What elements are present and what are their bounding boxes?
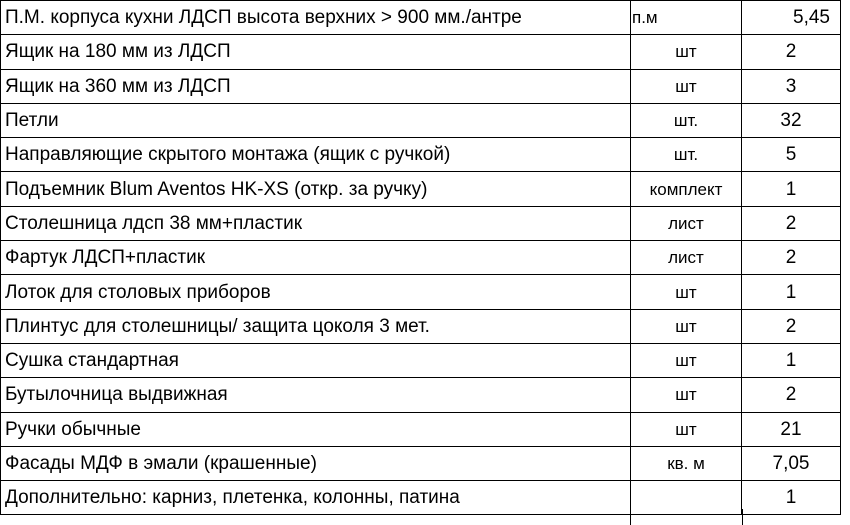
table-row bbox=[1, 241, 841, 275]
cell-quantity[interactable]: 5 bbox=[742, 138, 841, 172]
cell-item-name[interactable]: Ручки обычные bbox=[1, 412, 631, 446]
cell-quantity[interactable]: 2 bbox=[742, 241, 841, 275]
table-row bbox=[1, 446, 841, 480]
cell-item-name[interactable]: Ящик на 360 мм из ЛДСП bbox=[1, 69, 631, 103]
table-row bbox=[1, 309, 841, 343]
cell-quantity[interactable]: 2 bbox=[742, 35, 841, 69]
cell-unit[interactable]: кв. м bbox=[631, 446, 742, 480]
cell-quantity[interactable]: 1 bbox=[742, 172, 841, 206]
cell-quantity[interactable]: 2 bbox=[742, 309, 841, 343]
cell-unit[interactable]: шт bbox=[631, 275, 742, 309]
table-row bbox=[1, 1, 841, 35]
cell-unit[interactable]: комплект bbox=[631, 172, 742, 206]
cell-quantity[interactable]: 1 bbox=[742, 481, 841, 515]
cell-quantity[interactable]: 32 bbox=[742, 103, 841, 137]
cell-unit[interactable]: шт bbox=[631, 343, 742, 377]
cell-unit[interactable]: шт bbox=[631, 309, 742, 343]
grid-continuation bbox=[630, 509, 743, 525]
cell-unit[interactable]: шт bbox=[631, 412, 742, 446]
cell-item-name[interactable]: Петли bbox=[1, 103, 631, 137]
table-row bbox=[1, 378, 841, 412]
cell-unit[interactable]: шт. bbox=[631, 103, 742, 137]
cell-item-name[interactable]: Фасады МДФ в эмали (крашенные) bbox=[1, 446, 631, 480]
cell-unit[interactable]: шт. bbox=[631, 138, 742, 172]
cell-unit[interactable]: шт bbox=[631, 378, 742, 412]
cell-unit[interactable]: лист bbox=[631, 206, 742, 240]
cell-unit[interactable]: лист bbox=[631, 241, 742, 275]
cell-unit[interactable]: шт bbox=[631, 35, 742, 69]
cell-item-name[interactable]: Фартук ЛДСП+пластик bbox=[1, 241, 631, 275]
cell-quantity[interactable]: 1 bbox=[742, 343, 841, 377]
cell-quantity[interactable]: 1 bbox=[742, 275, 841, 309]
cell-quantity[interactable]: 3 bbox=[742, 69, 841, 103]
cell-quantity[interactable]: 2 bbox=[742, 378, 841, 412]
table-row bbox=[1, 138, 841, 172]
table-row bbox=[1, 35, 841, 69]
table-row bbox=[1, 172, 841, 206]
cell-item-name[interactable]: Направляющие скрытого монтажа (ящик с ручкой) bbox=[1, 138, 631, 172]
cell-item-name[interactable]: П.М. корпуса кухни ЛДСП высота верхних > 900 мм./антре bbox=[1, 1, 631, 35]
cell-quantity[interactable]: 2 bbox=[742, 206, 841, 240]
table-row bbox=[1, 412, 841, 446]
cell-unit[interactable]: шт bbox=[631, 69, 742, 103]
cell-quantity[interactable]: 5,45 bbox=[742, 1, 841, 35]
table-row bbox=[1, 343, 841, 377]
cell-item-name[interactable]: Лоток для столовых приборов bbox=[1, 275, 631, 309]
cell-item-name[interactable]: Столешница лдсп 38 мм+пластик bbox=[1, 206, 631, 240]
table-row bbox=[1, 103, 841, 137]
cell-item-name[interactable]: Ящик на 180 мм из ЛДСП bbox=[1, 35, 631, 69]
table-row bbox=[1, 206, 841, 240]
cell-item-name[interactable]: Бутылочница выдвижная bbox=[1, 378, 631, 412]
cell-item-name[interactable]: Дополнительно: карниз, плетенка, колонны, патина bbox=[1, 481, 631, 515]
table-row bbox=[1, 69, 841, 103]
cell-quantity[interactable]: 7,05 bbox=[742, 446, 841, 480]
cell-item-name[interactable]: Подъемник Blum Aventos HK-XS (откр. за ручку) bbox=[1, 172, 631, 206]
cell-item-name[interactable]: Сушка стандартная bbox=[1, 343, 631, 377]
cell-unit[interactable]: п.м bbox=[631, 1, 742, 35]
table-row bbox=[1, 275, 841, 309]
cell-quantity[interactable]: 21 bbox=[742, 412, 841, 446]
cell-item-name[interactable]: Плинтус для столешницы/ защита цоколя 3 мет. bbox=[1, 309, 631, 343]
